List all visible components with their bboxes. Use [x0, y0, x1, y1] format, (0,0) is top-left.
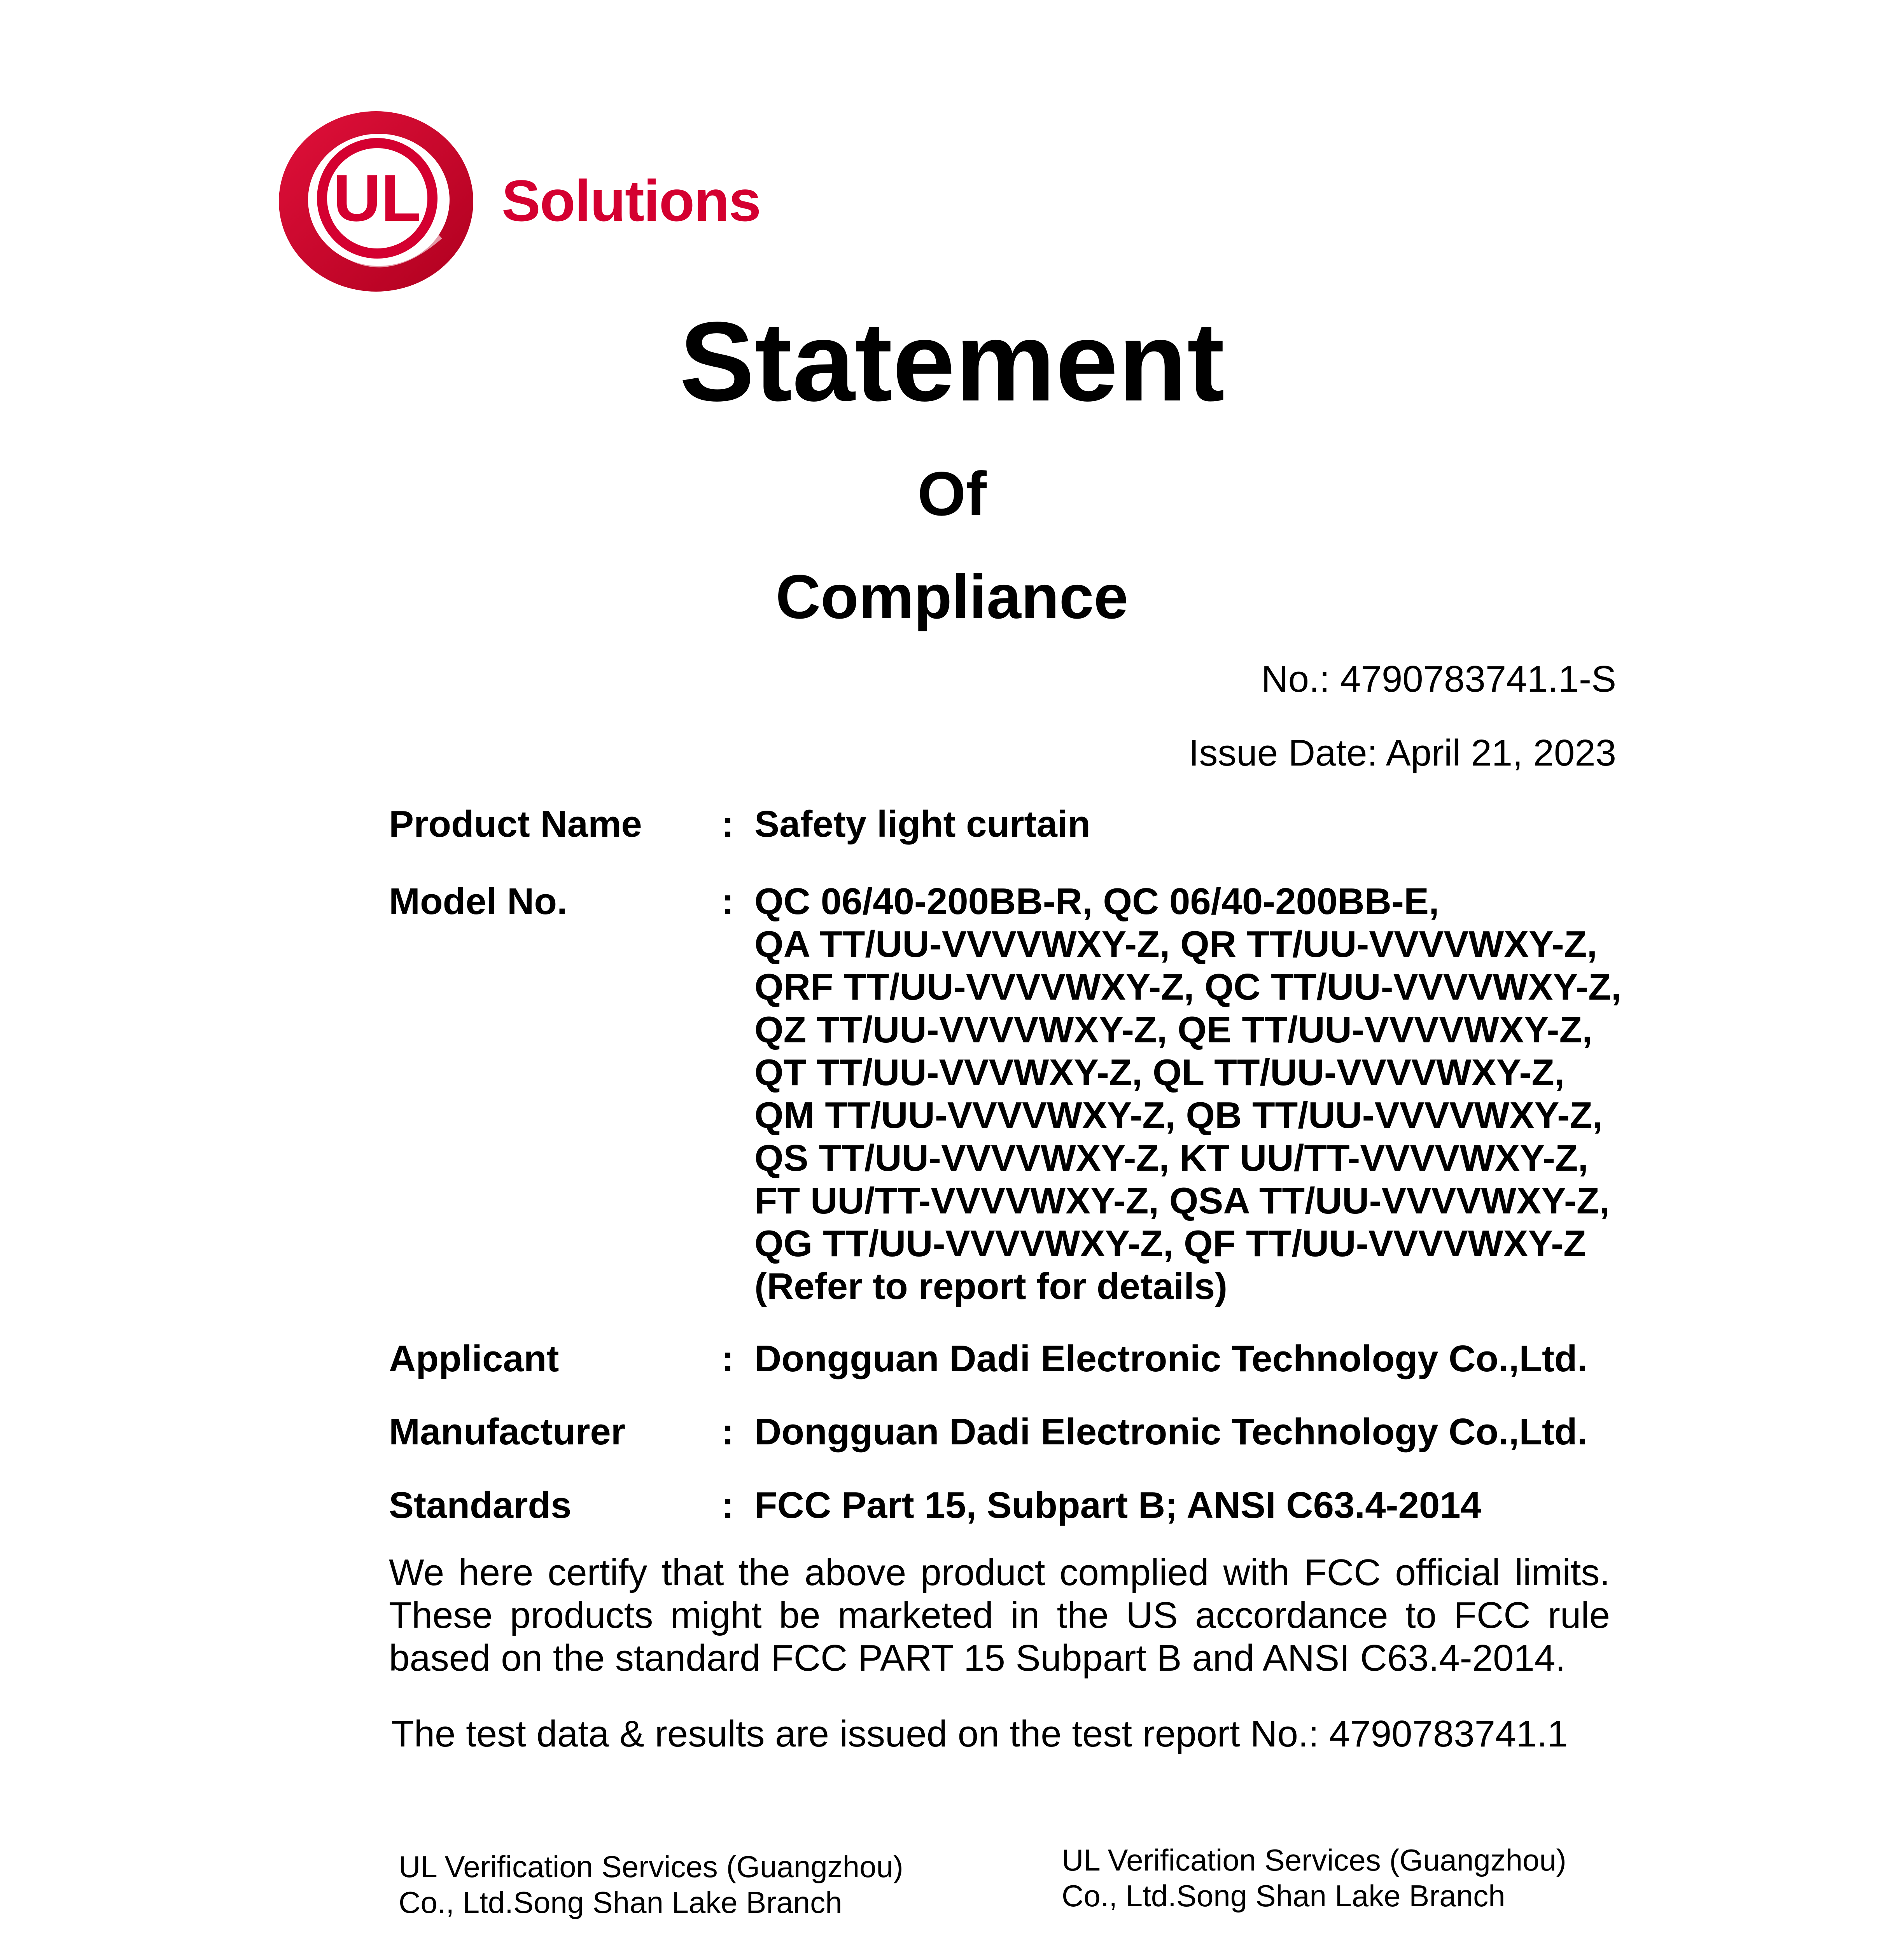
applicant-colon: : — [721, 1338, 734, 1379]
lab-company-line: UL Verification Services (Guangzhou) — [399, 1850, 903, 1884]
manufacturer-label: Manufacturer — [389, 1411, 626, 1453]
model-line: FT UU/TT-VVVVWXY-Z, QSA TT/UU-VVVVWXY-Z, — [754, 1180, 1610, 1222]
product-name-colon: : — [721, 803, 734, 845]
lab-contact-block — [399, 1849, 946, 1944]
test-report-reference: The test data & results are issued on the test report No.: 4790783741.1 — [391, 1713, 1568, 1755]
statement-number: No.: 4790783741.1-S — [1261, 658, 1616, 700]
model-line: QM TT/UU-VVVVWXY-Z, QB TT/UU-VVVVWXY-Z, — [754, 1094, 1603, 1136]
standards-value: FCC Part 15, Subpart B; ANSI C63.4-2014 — [754, 1484, 1481, 1526]
standards-label: Standards — [389, 1484, 572, 1526]
product-name-value: Safety light curtain — [754, 803, 1091, 845]
ul-logo — [277, 108, 479, 295]
manufacturer-value: Dongguan Dadi Electronic Technology Co.,Ltd. — [754, 1411, 1588, 1453]
applicant-value: Dongguan Dadi Electronic Technology Co.,Ltd. — [754, 1338, 1588, 1379]
product-name-label: Product Name — [389, 803, 642, 845]
model-no-list — [754, 880, 1621, 1308]
signatory-block — [1062, 1842, 1566, 1944]
model-line: QS TT/UU-VVVVWXY-Z, KT UU/TT-VVVVWXY-Z, — [754, 1137, 1589, 1179]
title-compliance: Compliance — [775, 562, 1129, 631]
ul-logo-mark — [277, 108, 479, 295]
issue-date: Issue Date: April 21, 2023 — [1188, 732, 1616, 774]
model-line: QT TT/UU-VVVWXY-Z, QL TT/UU-VVVVWXY-Z, — [754, 1052, 1565, 1093]
applicant-label: Applicant — [389, 1338, 559, 1379]
lab-company-line: Co., Ltd.Song Shan Lake Branch — [399, 1885, 842, 1920]
standards-colon: : — [721, 1484, 734, 1526]
signatory-company-line: UL Verification Services (Guangzhou) — [1062, 1843, 1566, 1877]
ul-logo-letters: UL — [333, 161, 422, 235]
title-of: Of — [917, 459, 987, 528]
signatory-company-line: Co., Ltd.Song Shan Lake Branch — [1062, 1879, 1505, 1913]
model-line: (Refer to report for details) — [754, 1266, 1228, 1307]
lab-company — [399, 1849, 946, 1920]
model-line: QG TT/UU-VVVVWXY-Z, QF TT/UU-VVVVWXY-Z — [754, 1223, 1586, 1264]
model-line: QRF TT/UU-VVVVWXY-Z, QC TT/UU-VVVVWXY-Z, — [754, 966, 1622, 1008]
certification-paragraph: We here certify that the above product complied with FCC official limits. These products might be marketed in the US accordance to FCC rule based on the standard FCC PART 15 Subpart B and ANSI C63.4-2014. — [389, 1552, 1610, 1679]
model-line: QC 06/40-200BB-R, QC 06/40-200BB-E, — [754, 881, 1439, 922]
model-no-colon: : — [721, 881, 734, 922]
model-line: QZ TT/UU-VVVVWXY-Z, QE TT/UU-VVVVWXY-Z, — [754, 1009, 1592, 1051]
brand-word: Solutions — [502, 168, 761, 233]
handwritten-signature — [1287, 1940, 1559, 1944]
model-no-label: Model No. — [389, 881, 567, 922]
model-line: QA TT/UU-VVVVWXY-Z, QR TT/UU-VVVVWXY-Z, — [754, 923, 1598, 965]
manufacturer-colon: : — [721, 1411, 734, 1453]
document-title: Statement — [679, 299, 1225, 425]
